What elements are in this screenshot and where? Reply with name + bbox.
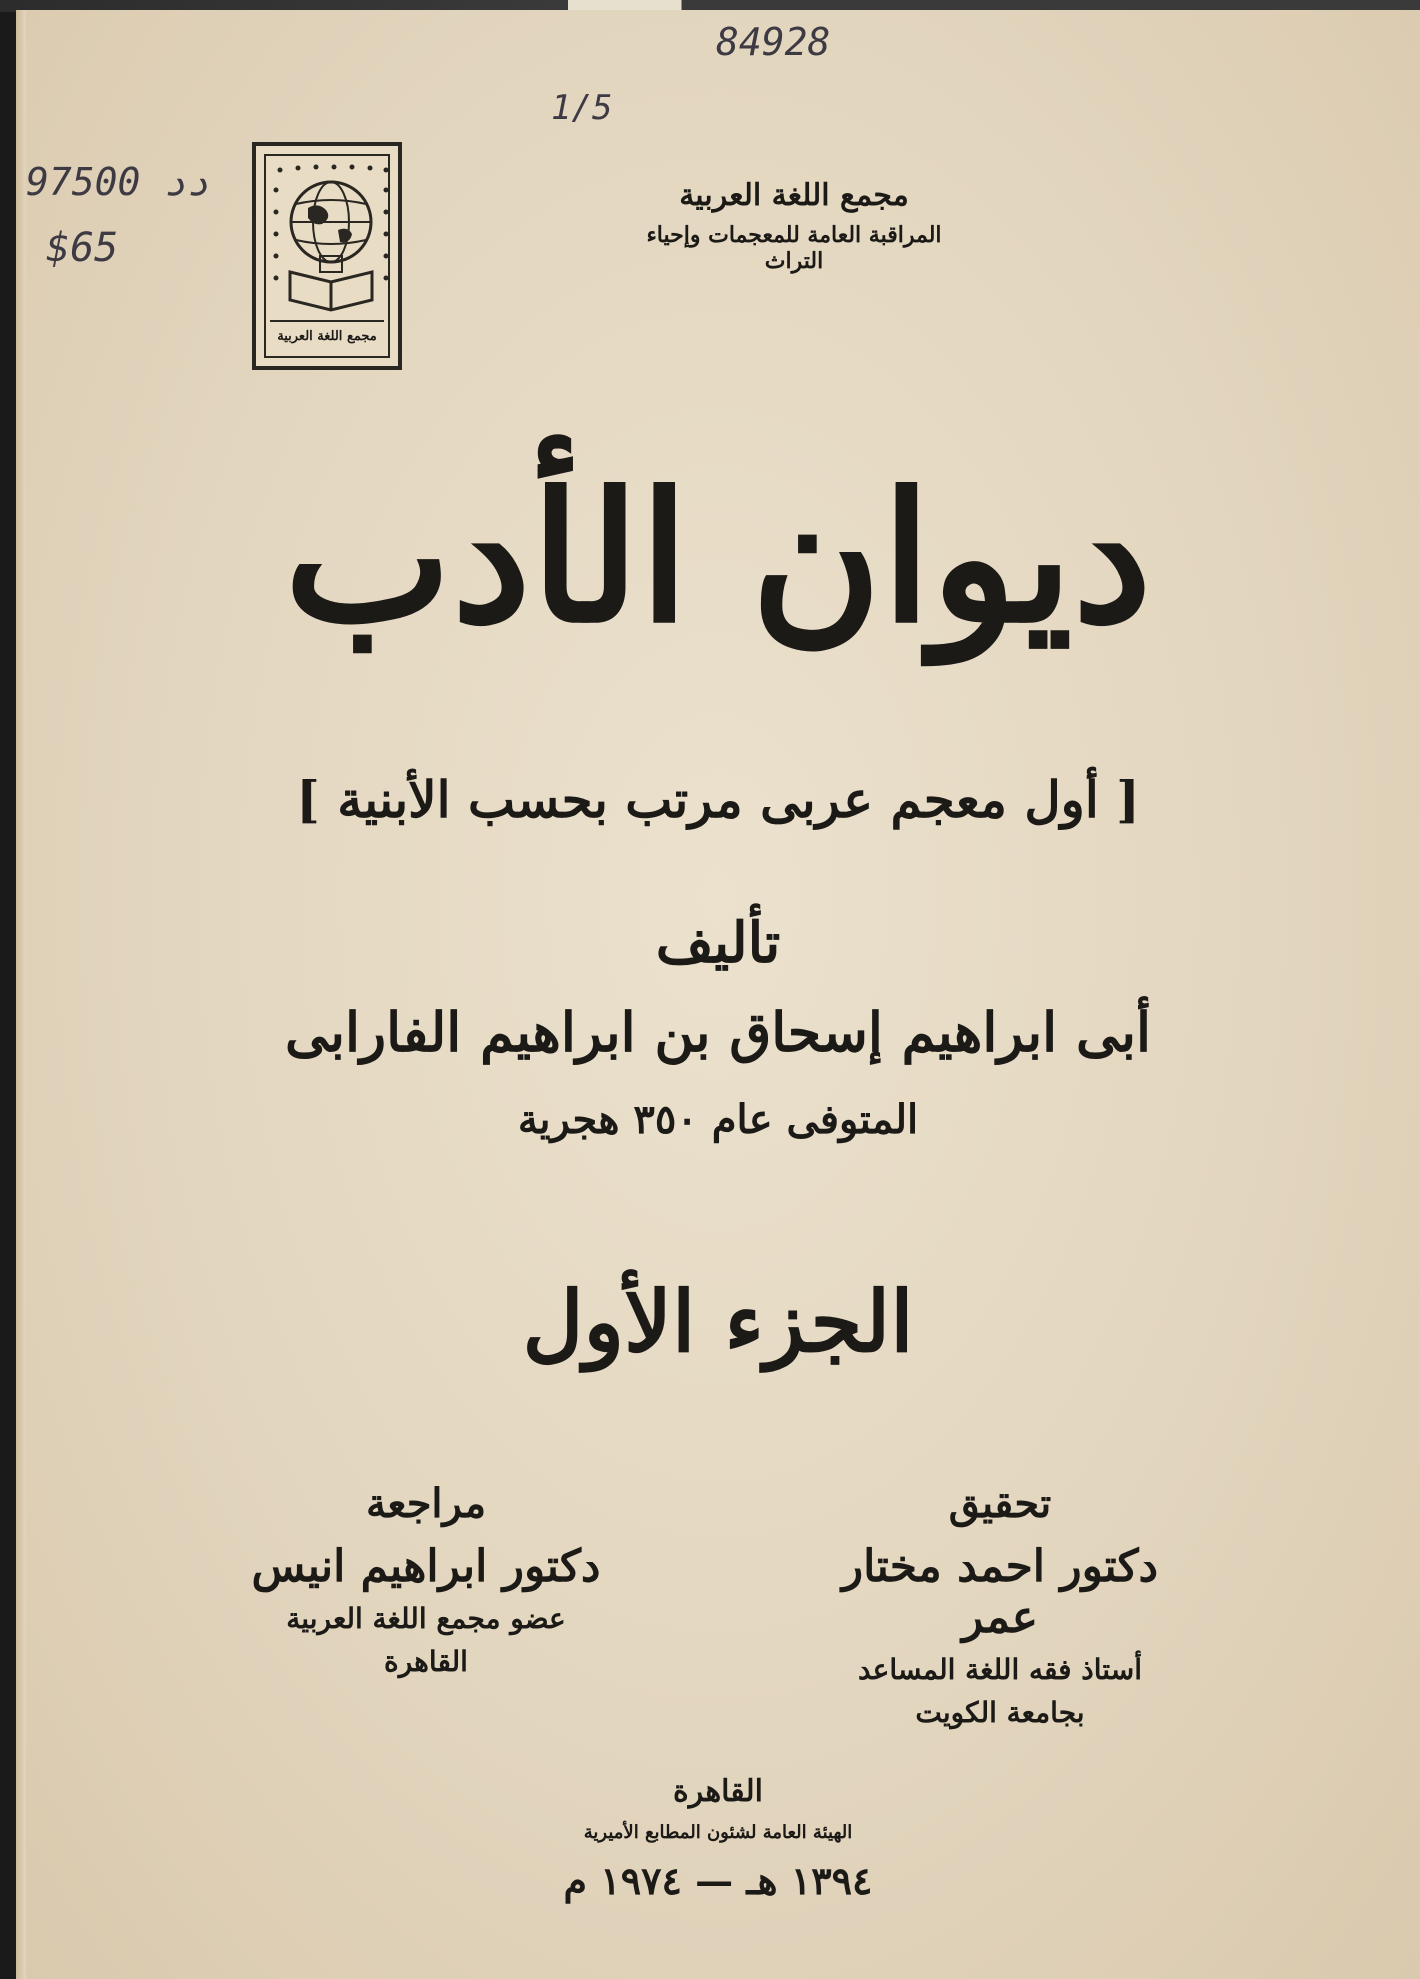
publisher-department: المراقبة العامة للمعجمات وإحياء التراث	[646, 222, 942, 274]
handwritten-catalog-number: دد 97500	[26, 160, 210, 204]
emblem-frame	[264, 154, 390, 358]
volume-label: الجزء الأول	[522, 1272, 914, 1371]
editor-block	[810, 1480, 1190, 1729]
academy-emblem-logo	[252, 142, 402, 370]
reviewer-title: عضو مجمع اللغة العربية	[286, 1602, 566, 1635]
book-title-page	[16, 10, 1420, 1979]
reviewer-city: القاهرة	[384, 1645, 468, 1678]
reviewer-label: مراجعة	[365, 1480, 487, 1527]
book-subtitle: [ أول معجم عربى مرتب بحسب الأبنية ]	[296, 770, 1140, 829]
editor-label: تحقيق	[948, 1480, 1052, 1527]
globe-book-icon	[268, 160, 394, 320]
editor-affiliation: بجامعة الكويت	[915, 1696, 1085, 1729]
editor-title: أستاذ فقه اللغة المساعد	[857, 1653, 1142, 1686]
imprint-city: القاهرة	[673, 1774, 763, 1809]
handwritten-price: $65	[46, 225, 119, 271]
reviewer-block	[236, 1480, 616, 1678]
publisher-organization: مجمع اللغة العربية	[679, 178, 909, 213]
imprint-date: ١٣٩٤ هـ — ١٩٧٤ م	[563, 1858, 873, 1903]
page-edge-shadow	[16, 10, 26, 1979]
author-death-date: المتوفى عام ٣٥٠ هجرية	[517, 1096, 919, 1143]
emblem-caption: مجمع اللغة العربية	[270, 320, 384, 352]
reviewer-name: دكتور ابراهيم انيس	[251, 1541, 601, 1592]
editor-name: دكتور احمد مختار عمر	[841, 1541, 1159, 1643]
authored-by-label: تأليف	[655, 910, 781, 976]
book-title: ديوان الأدب	[284, 453, 1152, 662]
handwritten-fraction: 1/5	[551, 88, 613, 128]
author-name: أبى ابراهيم إسحاق بن ابراهيم الفارابى	[284, 1000, 1152, 1064]
handwritten-accession-number: 84928	[716, 20, 831, 64]
imprint-printer: الهيئة العامة لشئون المطابع الأميرية	[583, 1822, 853, 1843]
